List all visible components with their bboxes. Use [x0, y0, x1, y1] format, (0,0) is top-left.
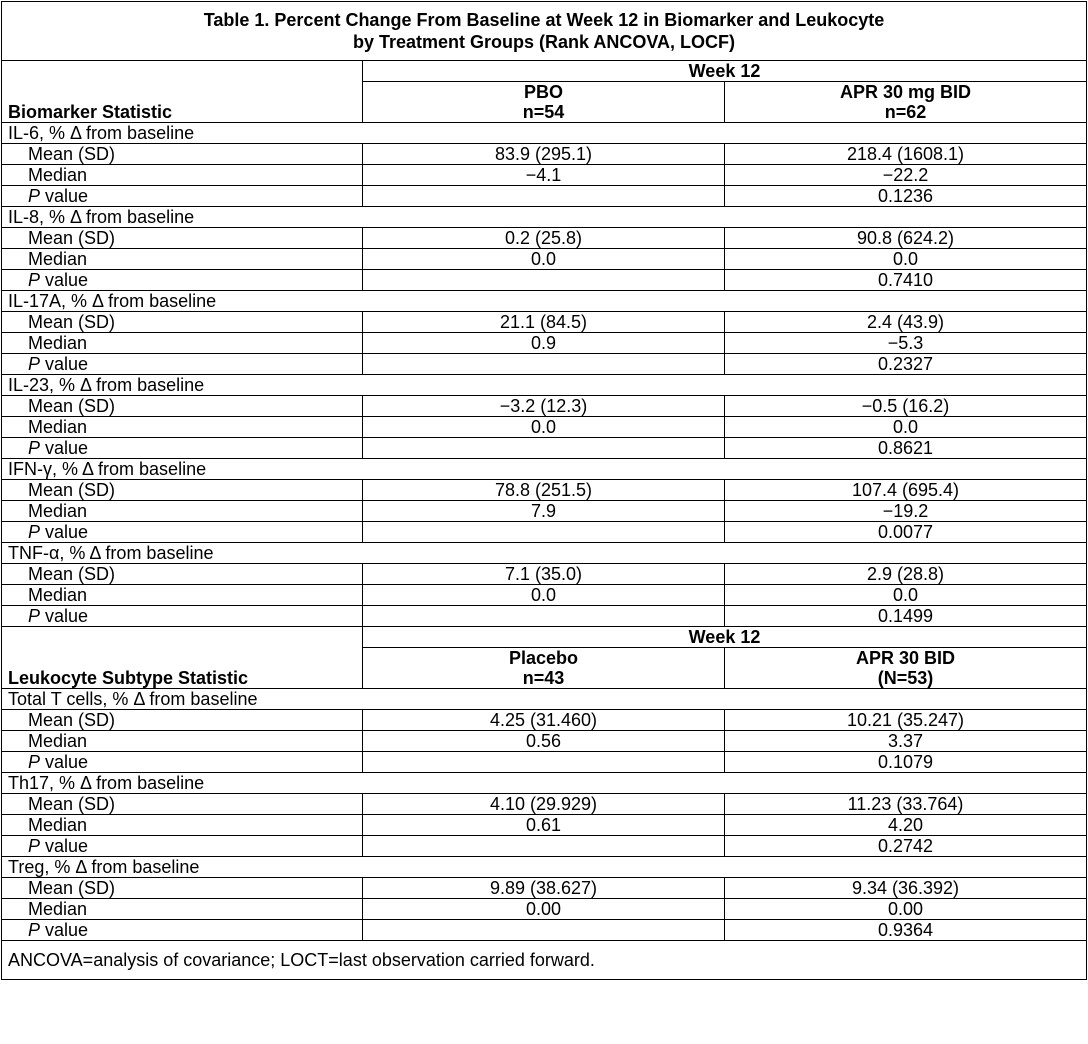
- cell-group1: [363, 606, 725, 627]
- cell-group2: 0.0: [725, 585, 1087, 606]
- group-label: IL-8, % Δ from baseline: [2, 207, 1087, 228]
- table-row: [2, 417, 1087, 438]
- stat-label: [2, 354, 363, 375]
- table-row: [2, 333, 1087, 354]
- table-row: [2, 606, 1087, 627]
- p-label-rest: value: [40, 438, 89, 458]
- p-label-italic: P: [28, 186, 41, 206]
- cell-group1: 0.56: [363, 731, 725, 752]
- title-row: [2, 2, 1087, 61]
- table-row: [2, 186, 1087, 207]
- stat-label: Mean (SD): [2, 144, 363, 165]
- table-title-line2: by Treatment Groups (Rank ANCOVA, LOCF): [352, 32, 736, 52]
- cell-group2: 0.8621: [725, 438, 1087, 459]
- footnote: ANCOVA=analysis of covariance; LOCT=last observation carried forward.: [2, 941, 1087, 980]
- table-row: [2, 480, 1087, 501]
- stat-label: Mean (SD): [2, 878, 363, 899]
- group1-n: n=43: [522, 668, 565, 688]
- stat-label: [2, 186, 363, 207]
- cell-group2: 2.4 (43.9): [725, 312, 1087, 333]
- p-label-italic: P: [28, 752, 41, 772]
- group-label: Th17, % Δ from baseline: [2, 773, 1087, 794]
- p-label-rest: value: [40, 186, 89, 206]
- cell-group1: 0.0: [363, 585, 725, 606]
- cell-group1: [363, 438, 725, 459]
- group-label: IFN-γ, % Δ from baseline: [2, 459, 1087, 480]
- group-row: [2, 459, 1087, 480]
- p-label-italic: P: [28, 270, 41, 290]
- table-row: [2, 710, 1087, 731]
- group-row: [2, 773, 1087, 794]
- table-row: [2, 354, 1087, 375]
- p-label-italic: P: [28, 438, 41, 458]
- column-header-group1: [363, 648, 725, 689]
- table-row: [2, 501, 1087, 522]
- cell-group1: 78.8 (251.5): [363, 480, 725, 501]
- cell-group2: 0.0077: [725, 522, 1087, 543]
- cell-group1: [363, 522, 725, 543]
- cell-group2: 11.23 (33.764): [725, 794, 1087, 815]
- table-row: [2, 878, 1087, 899]
- group2-name: APR 30 BID: [855, 648, 956, 668]
- stat-label: [2, 606, 363, 627]
- stat-label: [2, 920, 363, 941]
- column-header-group1: [363, 82, 725, 123]
- cell-group1: 7.9: [363, 501, 725, 522]
- table-row: [2, 165, 1087, 186]
- group2-n: (N=53): [877, 668, 934, 688]
- cell-group1: 0.0: [363, 417, 725, 438]
- table-body: [2, 2, 1087, 980]
- cell-group1: 4.10 (29.929): [363, 794, 725, 815]
- cell-group1: 9.89 (38.627): [363, 878, 725, 899]
- table-title-line1: Table 1. Percent Change From Baseline at Week 12 in Biomarker and Leukocyte: [203, 10, 885, 30]
- cell-group1: [363, 270, 725, 291]
- stat-label: Median: [2, 899, 363, 920]
- group1-name: PBO: [523, 82, 563, 102]
- p-label-rest: value: [40, 522, 89, 542]
- p-label-italic: P: [28, 606, 41, 626]
- cell-group2: 90.8 (624.2): [725, 228, 1087, 249]
- cell-group1: [363, 354, 725, 375]
- stat-label: Median: [2, 165, 363, 186]
- table-title: [2, 2, 1087, 61]
- group1-n: n=54: [522, 102, 565, 122]
- table-row: [2, 270, 1087, 291]
- group-row: [2, 207, 1087, 228]
- group-row: [2, 857, 1087, 878]
- week-label: Week 12: [363, 61, 1087, 82]
- p-label-rest: value: [40, 836, 89, 856]
- group-row: [2, 689, 1087, 710]
- cell-group2: 4.20: [725, 815, 1087, 836]
- cell-group2: 0.0: [725, 417, 1087, 438]
- cell-group1: 4.25 (31.460): [363, 710, 725, 731]
- table-row: [2, 144, 1087, 165]
- group-row: [2, 123, 1087, 144]
- p-label-rest: value: [40, 920, 89, 940]
- table-row: [2, 564, 1087, 585]
- stat-label: Median: [2, 585, 363, 606]
- week-header-row: [2, 61, 1087, 82]
- cell-group2: −22.2: [725, 165, 1087, 186]
- stat-label: [2, 270, 363, 291]
- row-header: Biomarker Statistic: [2, 61, 363, 123]
- cell-group2: 218.4 (1608.1): [725, 144, 1087, 165]
- cell-group2: 107.4 (695.4): [725, 480, 1087, 501]
- table-row: [2, 249, 1087, 270]
- group-row: [2, 375, 1087, 396]
- cell-group2: 0.1499: [725, 606, 1087, 627]
- row-header: Leukocyte Subtype Statistic: [2, 627, 363, 689]
- table-row: [2, 585, 1087, 606]
- stat-label: Mean (SD): [2, 710, 363, 731]
- group-label: IL-23, % Δ from baseline: [2, 375, 1087, 396]
- cell-group2: 0.2742: [725, 836, 1087, 857]
- table-row: [2, 522, 1087, 543]
- p-label-rest: value: [40, 752, 89, 772]
- cell-group1: 0.9: [363, 333, 725, 354]
- stat-label: Mean (SD): [2, 564, 363, 585]
- cell-group1: 0.0: [363, 249, 725, 270]
- cell-group1: [363, 752, 725, 773]
- stat-label: [2, 522, 363, 543]
- stat-label: Mean (SD): [2, 312, 363, 333]
- cell-group1: [363, 920, 725, 941]
- table-row: [2, 396, 1087, 417]
- group-label: Treg, % Δ from baseline: [2, 857, 1087, 878]
- cell-group1: 0.00: [363, 899, 725, 920]
- table-row: [2, 228, 1087, 249]
- table-row: [2, 815, 1087, 836]
- cell-group2: 0.9364: [725, 920, 1087, 941]
- cell-group2: 0.1236: [725, 186, 1087, 207]
- table-row: [2, 899, 1087, 920]
- stat-label: Median: [2, 731, 363, 752]
- group-label: IL-17A, % Δ from baseline: [2, 291, 1087, 312]
- group-label: TNF-α, % Δ from baseline: [2, 543, 1087, 564]
- stat-label: Median: [2, 249, 363, 270]
- cell-group1: 0.2 (25.8): [363, 228, 725, 249]
- column-header-group2: [725, 648, 1087, 689]
- cell-group2: 0.1079: [725, 752, 1087, 773]
- stat-label: [2, 438, 363, 459]
- p-label-rest: value: [40, 606, 89, 626]
- biomarker-table: [1, 1, 1087, 980]
- stat-label: [2, 836, 363, 857]
- table-row: [2, 920, 1087, 941]
- stat-label: Median: [2, 417, 363, 438]
- stat-label: Mean (SD): [2, 396, 363, 417]
- cell-group2: 3.37: [725, 731, 1087, 752]
- group2-n: n=62: [884, 102, 927, 122]
- cell-group1: 7.1 (35.0): [363, 564, 725, 585]
- group-row: [2, 291, 1087, 312]
- cell-group2: 0.0: [725, 249, 1087, 270]
- p-label-italic: P: [28, 836, 41, 856]
- cell-group1: [363, 186, 725, 207]
- cell-group2: 0.00: [725, 899, 1087, 920]
- cell-group1: 83.9 (295.1): [363, 144, 725, 165]
- cell-group2: 9.34 (36.392): [725, 878, 1087, 899]
- table-row: [2, 731, 1087, 752]
- stat-label: Mean (SD): [2, 228, 363, 249]
- cell-group2: −0.5 (16.2): [725, 396, 1087, 417]
- group-row: [2, 543, 1087, 564]
- cell-group2: 2.9 (28.8): [725, 564, 1087, 585]
- cell-group1: −3.2 (12.3): [363, 396, 725, 417]
- table-row: [2, 752, 1087, 773]
- p-label-rest: value: [40, 270, 89, 290]
- stat-label: Median: [2, 815, 363, 836]
- cell-group2: −5.3: [725, 333, 1087, 354]
- group-label: IL-6, % Δ from baseline: [2, 123, 1087, 144]
- table-row: [2, 836, 1087, 857]
- cell-group2: 0.2327: [725, 354, 1087, 375]
- stat-label: Mean (SD): [2, 480, 363, 501]
- table-row: [2, 312, 1087, 333]
- group1-name: Placebo: [508, 648, 579, 668]
- cell-group1: 21.1 (84.5): [363, 312, 725, 333]
- p-label-italic: P: [28, 354, 41, 374]
- week-header-row: [2, 627, 1087, 648]
- p-label-italic: P: [28, 920, 41, 940]
- table-row: [2, 794, 1087, 815]
- group-label: Total T cells, % Δ from baseline: [2, 689, 1087, 710]
- p-label-italic: P: [28, 522, 41, 542]
- p-label-rest: value: [40, 354, 89, 374]
- stat-label: Median: [2, 333, 363, 354]
- stat-label: Mean (SD): [2, 794, 363, 815]
- cell-group1: −4.1: [363, 165, 725, 186]
- cell-group1: 0.61: [363, 815, 725, 836]
- cell-group1: [363, 836, 725, 857]
- footnote-row: [2, 941, 1087, 980]
- stat-label: Median: [2, 501, 363, 522]
- group2-name: APR 30 mg BID: [839, 82, 972, 102]
- cell-group2: 10.21 (35.247): [725, 710, 1087, 731]
- cell-group2: −19.2: [725, 501, 1087, 522]
- column-header-group2: [725, 82, 1087, 123]
- week-label: Week 12: [363, 627, 1087, 648]
- stat-label: [2, 752, 363, 773]
- cell-group2: 0.7410: [725, 270, 1087, 291]
- table-row: [2, 438, 1087, 459]
